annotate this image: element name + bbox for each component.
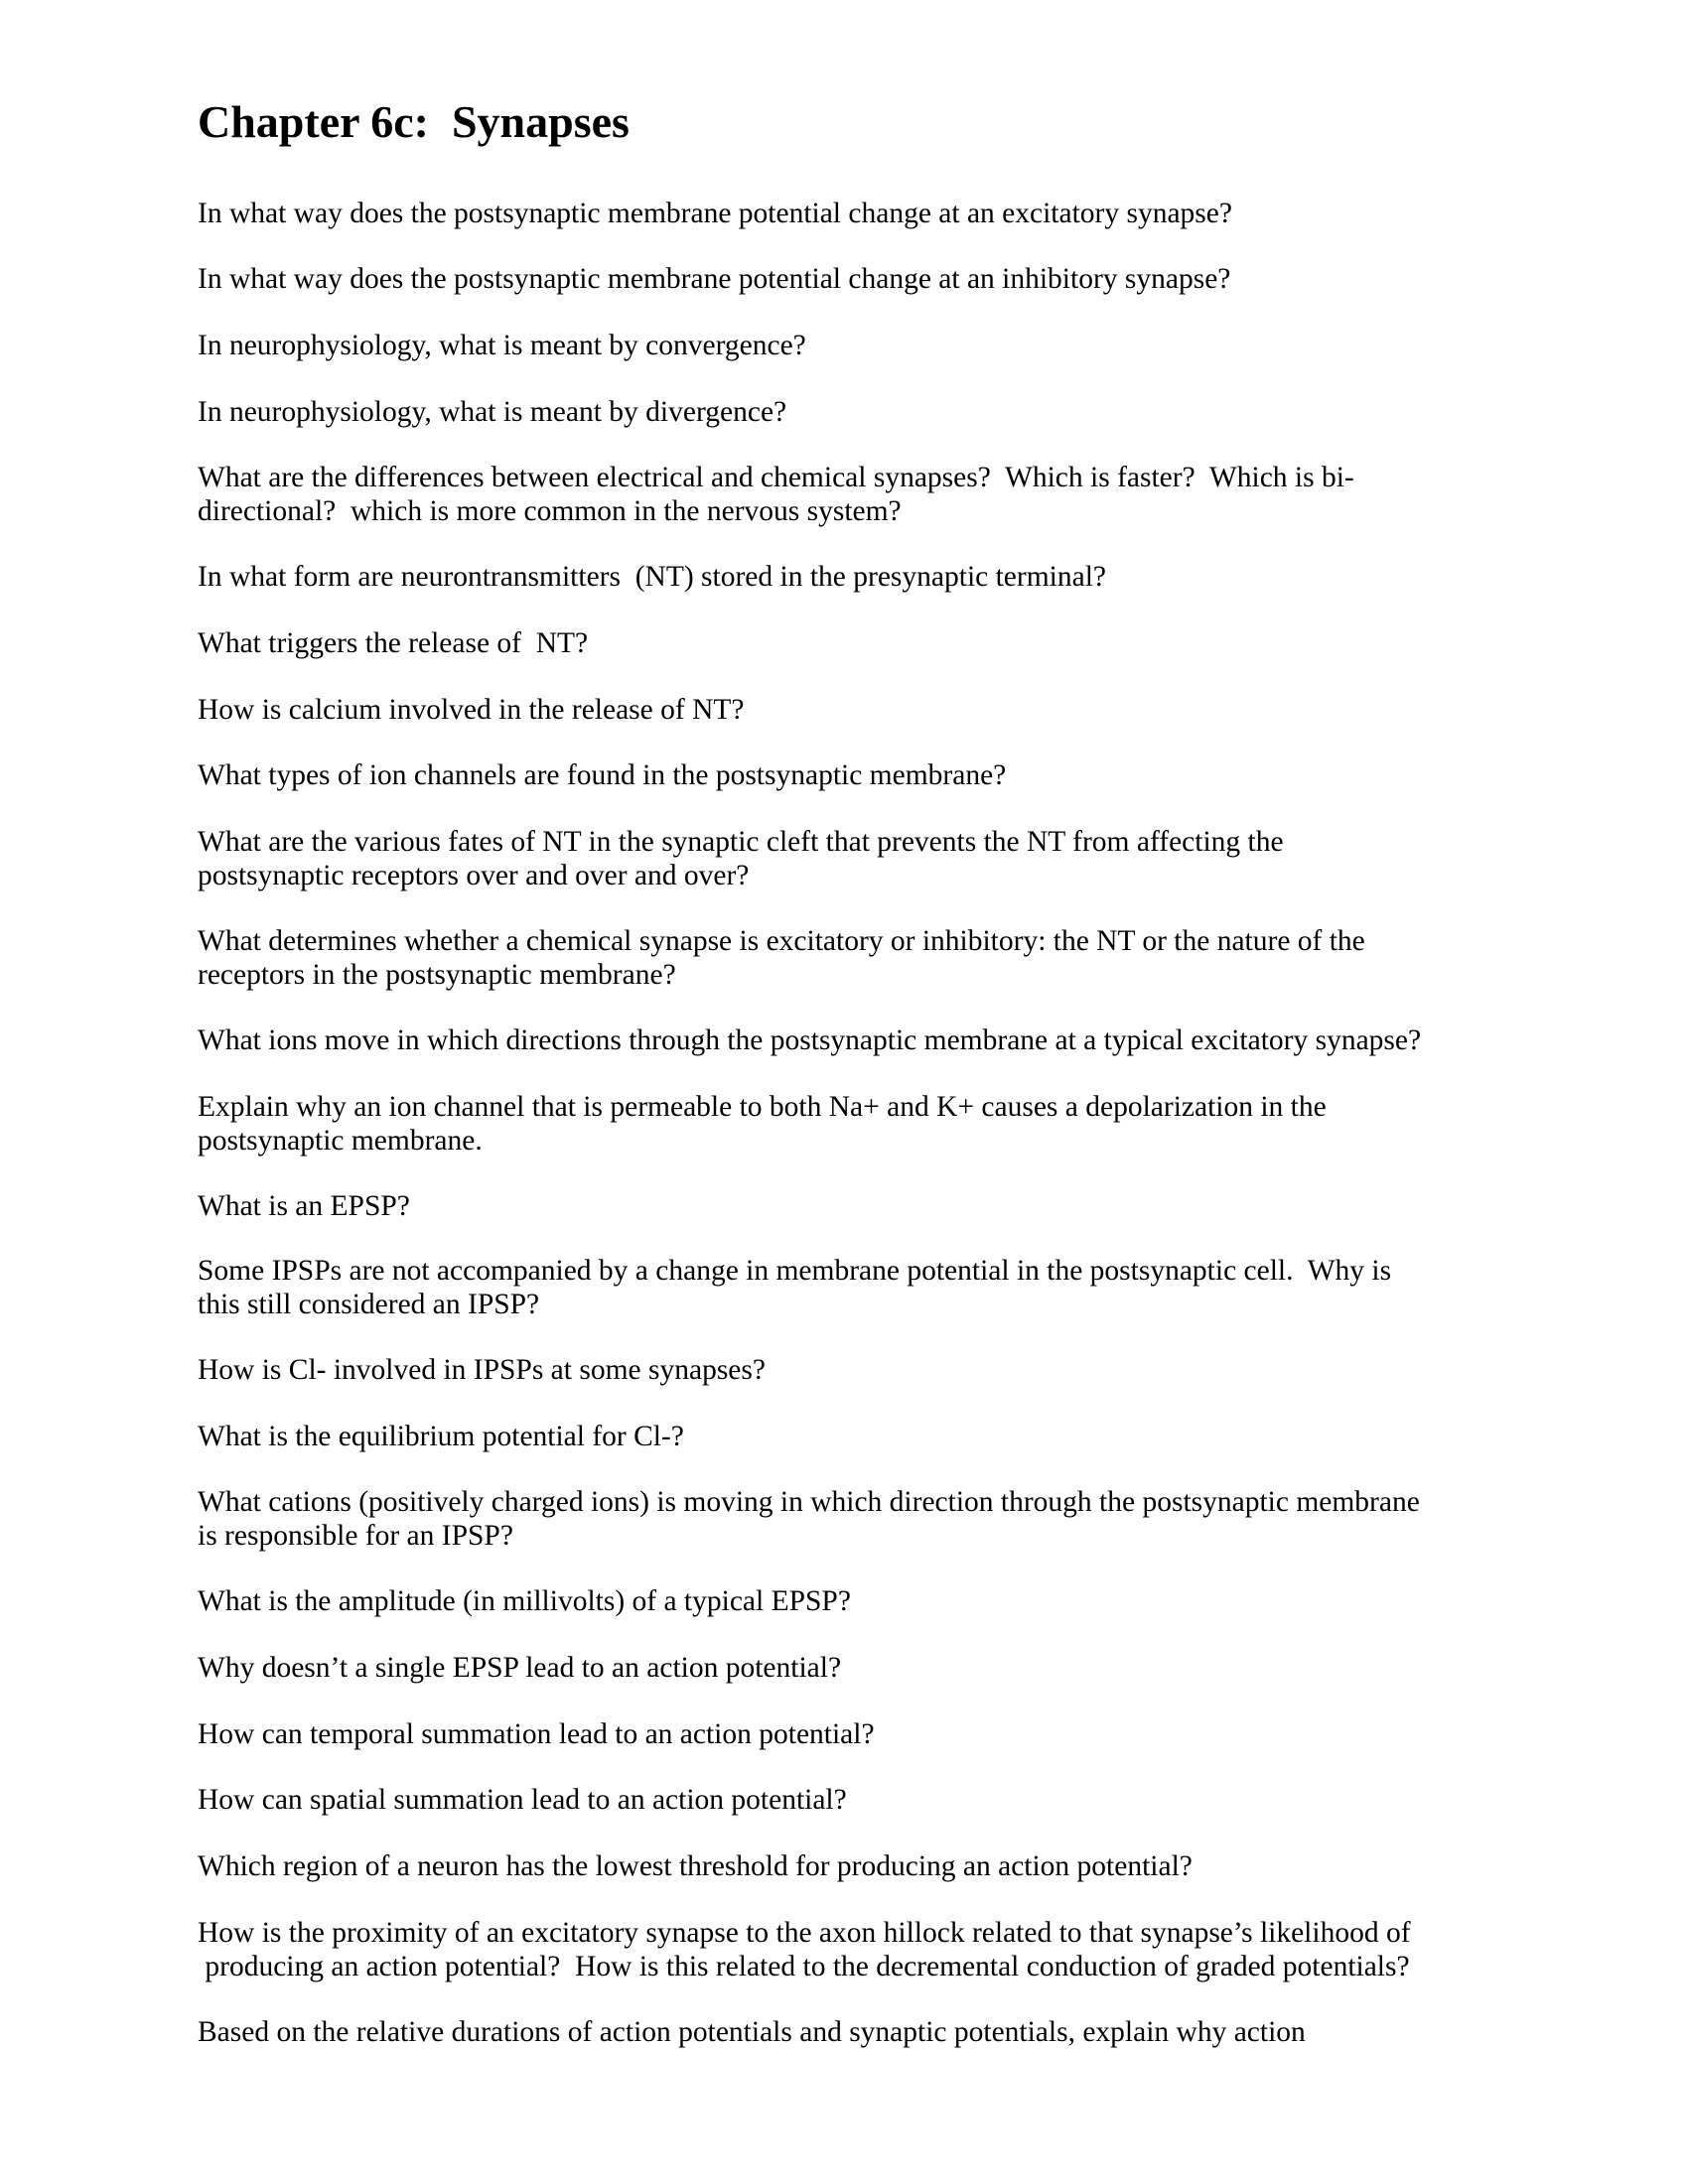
question-line: What cations (positively charged ions) is moving in which direction through the postsynaptic membrane <box>198 1486 1420 1518</box>
question-line: What ions move in which directions through the postsynaptic membrane at a typical excitatory synapse? <box>198 1024 1422 1056</box>
question-line: What is the equilibrium potential for Cl-? <box>198 1421 684 1452</box>
question-paragraph <box>198 1784 1588 1818</box>
chapter-title: Chapter 6c: Synapses <box>198 96 630 147</box>
question-line: producing an action potential? How is this related to the decremental conduction of graded potentials? <box>198 1950 1410 1982</box>
question-line: postsynaptic membrane. <box>198 1124 483 1157</box>
question-line: What determines whether a chemical synapse is excitatory or inhibitory: the NT or the nature of the <box>198 925 1365 957</box>
question-line: In what way does the postsynaptic membrane potential change at an inhibitory synapse? <box>198 263 1231 295</box>
question-line: Why doesn’t a single EPSP lead to an action potential? <box>198 1652 842 1684</box>
question-line: How can spatial summation lead to an action potential? <box>198 1784 847 1816</box>
question-paragraph <box>198 462 1588 528</box>
question-line: In neurophysiology, what is meant by convergence? <box>198 330 806 361</box>
question-line: What are the differences between electrical and chemical synapses? Which is faster? Which is bi- <box>198 462 1354 493</box>
question-paragraph <box>198 330 1588 363</box>
question-paragraph <box>198 1718 1588 1752</box>
question-line: is responsible for an IPSP? <box>198 1519 513 1552</box>
question-line: this still considered an IPSP? <box>198 1288 540 1320</box>
question-paragraph <box>198 759 1588 793</box>
question-paragraph <box>198 1091 1588 1158</box>
question-line: What triggers the release of NT? <box>198 627 589 659</box>
question-line: In what way does the postsynaptic membrane potential change at an excitatory synapse? <box>198 198 1232 229</box>
question-line: Some IPSPs are not accompanied by a change in membrane potential in the postsynaptic cell. Why is <box>198 1255 1392 1287</box>
question-paragraph <box>198 1917 1588 1983</box>
question-line: How is the proximity of an excitatory synapse to the axon hillock related to that synapse’s likelihood of <box>198 1917 1411 1949</box>
question-paragraph <box>198 1850 1588 1884</box>
question-paragraph <box>198 1024 1588 1058</box>
question-line: Based on the relative durations of action potentials and synaptic potentials, explain why action <box>198 2016 1306 2048</box>
question-line: What is an EPSP? <box>198 1190 410 1222</box>
question-line: What types of ion channels are found in the postsynaptic membrane? <box>198 759 1007 791</box>
question-paragraph <box>198 1652 1588 1686</box>
question-paragraph <box>198 925 1588 992</box>
question-paragraph <box>198 396 1588 430</box>
question-line: receptors in the postsynaptic membrane? <box>198 958 676 991</box>
question-line: postsynaptic receptors over and over and over? <box>198 859 750 891</box>
question-line: How can temporal summation lead to an action potential? <box>198 1718 875 1750</box>
question-paragraph <box>198 627 1588 661</box>
question-line: In neurophysiology, what is meant by divergence? <box>198 396 787 428</box>
question-paragraph <box>198 1486 1588 1553</box>
question-paragraph <box>198 263 1588 297</box>
question-line: How is calcium involved in the release of NT? <box>198 694 745 726</box>
question-line: directional? which is more common in the nervous system? <box>198 494 902 527</box>
question-line: In what form are neurontransmitters (NT) stored in the presynaptic terminal? <box>198 561 1107 593</box>
question-line: How is Cl- involved in IPSPs at some synapses? <box>198 1354 766 1386</box>
question-paragraph <box>198 1190 1588 1224</box>
question-line: Explain why an ion channel that is permeable to both Na+ and K+ causes a depolarization in the <box>198 1091 1327 1123</box>
question-line: What is the amplitude (in millivolts) of a typical EPSP? <box>198 1585 851 1617</box>
question-paragraph <box>198 1354 1588 1388</box>
question-line: Which region of a neuron has the lowest threshold for producing an action potential? <box>198 1850 1193 1882</box>
question-paragraph <box>198 2016 1588 2050</box>
question-line: What are the various fates of NT in the synaptic cleft that prevents the NT from affecting the <box>198 826 1284 858</box>
question-paragraph <box>198 826 1588 892</box>
question-paragraph <box>198 1255 1588 1321</box>
question-paragraph <box>198 561 1588 595</box>
question-paragraph <box>198 1421 1588 1454</box>
question-paragraph <box>198 1585 1588 1619</box>
question-paragraph <box>198 694 1588 728</box>
question-paragraph <box>198 198 1588 231</box>
